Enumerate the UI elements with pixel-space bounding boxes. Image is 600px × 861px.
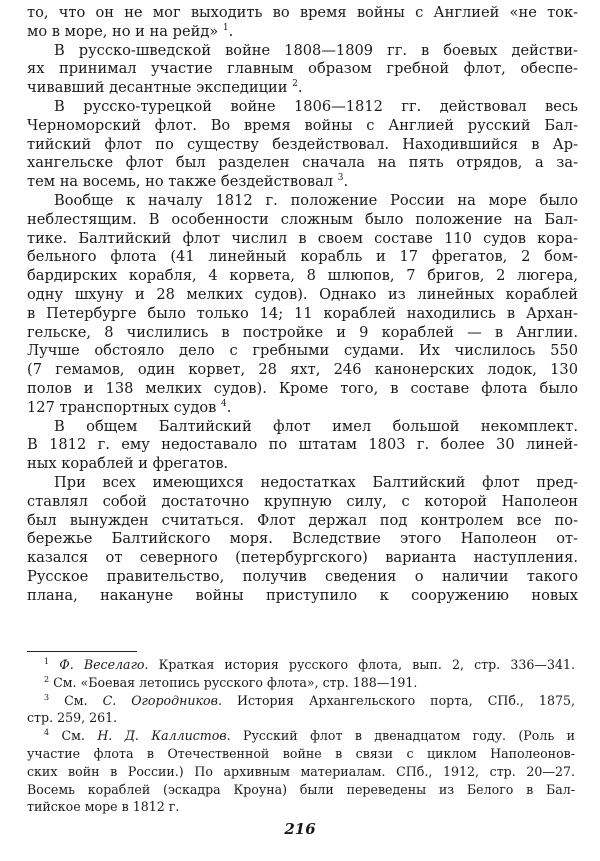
footnote-line (27, 709, 575, 727)
footnote-line (27, 798, 575, 816)
text-run: бельного флота (41 линейный корабль и 17 фрегатов, 2 бом- (27, 248, 578, 266)
text-line (27, 493, 578, 512)
text-line (27, 192, 578, 211)
text-line (27, 324, 578, 343)
text-run: Русское правительство, получив сведения о наличии такого (27, 567, 578, 585)
text-run: участие флота в Отечественной войне в связи с циклом Наполеонов- (27, 745, 575, 761)
text-line (27, 267, 578, 286)
footnote-line (27, 656, 575, 674)
text-line (27, 549, 578, 568)
footnote-marker: 3 (44, 692, 50, 702)
text-run: тийское море в 1812 г. (27, 799, 180, 815)
text-run: . (226, 398, 232, 416)
text-run: мо в море, но и на рейд» (27, 22, 223, 40)
text-run: одну шхуну и 28 мелких судов). Однако из линейных кораблей (27, 285, 578, 303)
footnote-marker: 1 (44, 657, 50, 666)
text-line (27, 98, 578, 117)
text-line (27, 587, 578, 606)
text-run: При всех имеющихся недостатках Балтийский флот пред- (54, 473, 578, 491)
text-run: казался от северного (петербургского) варианта наступления. (27, 549, 578, 567)
text-run: тем на восемь, но также бездействовал (27, 173, 338, 191)
text-run: В русско-шведской войне 1808—1809 гг. в боевых действи- (54, 41, 578, 59)
footnote-marker: 2 (292, 79, 298, 90)
text-line (27, 60, 578, 79)
author-name: Н. Д. Каллистов (97, 728, 227, 744)
text-line (27, 136, 578, 155)
footnote-marker: 3 (337, 173, 344, 184)
text-run (49, 657, 59, 672)
text-run: 127 транспортных судов (27, 398, 222, 416)
text-line (27, 4, 578, 23)
text-run: (7 гемамов, один корвет, 28 яхт, 246 канонерских лодок, 130 (27, 361, 578, 379)
text-run: тийский флот по существу бездействовал. Находившийся в Ар- (27, 135, 578, 153)
text-run: В 1812 г. ему недоставало по штатам 1803 г. более 30 линей- (27, 436, 578, 454)
text-line (27, 117, 578, 136)
text-line (27, 173, 578, 192)
text-run: плана, накануне войны приступило к сооружению новых (27, 586, 578, 604)
text-run: Вообще к началу 1812 г. положение России на море было (54, 191, 578, 209)
text-line (27, 380, 578, 399)
text-line (27, 305, 578, 324)
text-line (27, 230, 578, 249)
text-line (27, 512, 578, 531)
text-line (27, 23, 578, 42)
text-run: хангельске флот был разделен сначала на пять отрядов, а за- (27, 154, 578, 172)
text-line (27, 248, 578, 267)
text-line (27, 474, 578, 493)
text-run: неблестящим. В особенности сложным было положение на Бал- (27, 210, 578, 228)
text-run: был вынужден считаться. Флот держал под контролем все по- (27, 511, 578, 529)
text-line (27, 79, 578, 98)
footnote-line (27, 727, 575, 745)
text-run: бардирских корабля, 4 корвета, 8 шлюпов, 7 бригов, 2 люгера, (27, 267, 578, 285)
text-run: то, что он не мог выходить во время войны с Англией «не ток- (27, 4, 578, 21)
text-run: . История Архангельского порта, СПб., 1875, (217, 692, 575, 708)
text-line (27, 286, 578, 305)
text-line (27, 361, 578, 380)
footnote-marker: 4 (44, 728, 50, 738)
text-line (27, 342, 578, 361)
footnote-line (27, 763, 575, 781)
text-run: ставлял собой достаточно крупную силу, с которой Наполеон (27, 492, 578, 510)
footnotes (27, 656, 575, 816)
text-run: ях принимал участие главным образом гребной флот, обеспе- (27, 60, 578, 78)
text-line (27, 42, 578, 61)
footnote-line (27, 692, 575, 710)
text-run: Лучше обстояло дело с гребными судами. Их числилось 550 (27, 342, 578, 360)
text-run: полов и 138 мелких судов). Кроме того, в составе флота было (27, 379, 578, 397)
text-line (27, 530, 578, 549)
text-run: стр. 259, 261. (27, 710, 118, 726)
main-text (27, 4, 578, 606)
text-run: . Русский флот в двенадцатом году. (Роль и (226, 728, 575, 744)
text-run: ских войн в России.) По архивным материалам. СПб., 1912, стр. 20—27. (27, 763, 575, 779)
text-run: В общем Балтийский флот имел большой некомплект. (54, 417, 578, 435)
text-run: . (343, 173, 349, 191)
author-name: Ф. Веселаго (59, 657, 145, 672)
author-name: С. Огородников (102, 692, 218, 708)
footnote-marker: 4 (221, 398, 227, 409)
text-run: гельске, 8 числились в постройке и 9 кораблей — в Англии. (27, 323, 578, 341)
text-run: См. (49, 692, 103, 708)
text-run: В русско-турецкой войне 1806—1812 гг. действовал весь (54, 97, 578, 115)
text-run: ных кораблей и фрегатов. (27, 455, 229, 473)
text-run: в Петербурге было только 14; 11 кораблей находились в Архан- (27, 304, 578, 322)
text-line (27, 399, 578, 418)
text-line (27, 211, 578, 230)
text-run: Восемь кораблей (эскадра Кроуна) были переведены из Белого в Бал- (27, 781, 575, 797)
footnote-marker: 2 (44, 674, 50, 684)
footnote-line (27, 781, 575, 799)
text-run: . Краткая история русского флота, вып. 2, стр. 336—341. (144, 657, 575, 672)
page-number: 216 (284, 820, 316, 838)
footnote-line (27, 674, 575, 692)
text-run: См. «Боевая летопись русского флота», стр. 188—191. (49, 674, 418, 690)
text-run: См. (49, 728, 98, 744)
text-run: Черноморский флот. Во время войны с Англией русский Бал- (27, 116, 578, 134)
text-run: чивавший десантные экспедиции (27, 79, 293, 97)
text-line (27, 418, 578, 437)
text-line (27, 455, 578, 474)
text-line (27, 154, 578, 173)
text-line (27, 436, 578, 455)
text-run: тике. Балтийский флот числил в своем составе 110 судов кора- (27, 229, 578, 247)
footnote-divider (27, 651, 137, 652)
text-run: . (228, 22, 234, 40)
footnote-marker: 1 (222, 22, 229, 33)
text-run: . (297, 79, 303, 97)
text-line (27, 568, 578, 587)
footnote-line (27, 745, 575, 763)
text-run: бережье Балтийского моря. Вследствие этого Наполеон от- (27, 530, 578, 548)
